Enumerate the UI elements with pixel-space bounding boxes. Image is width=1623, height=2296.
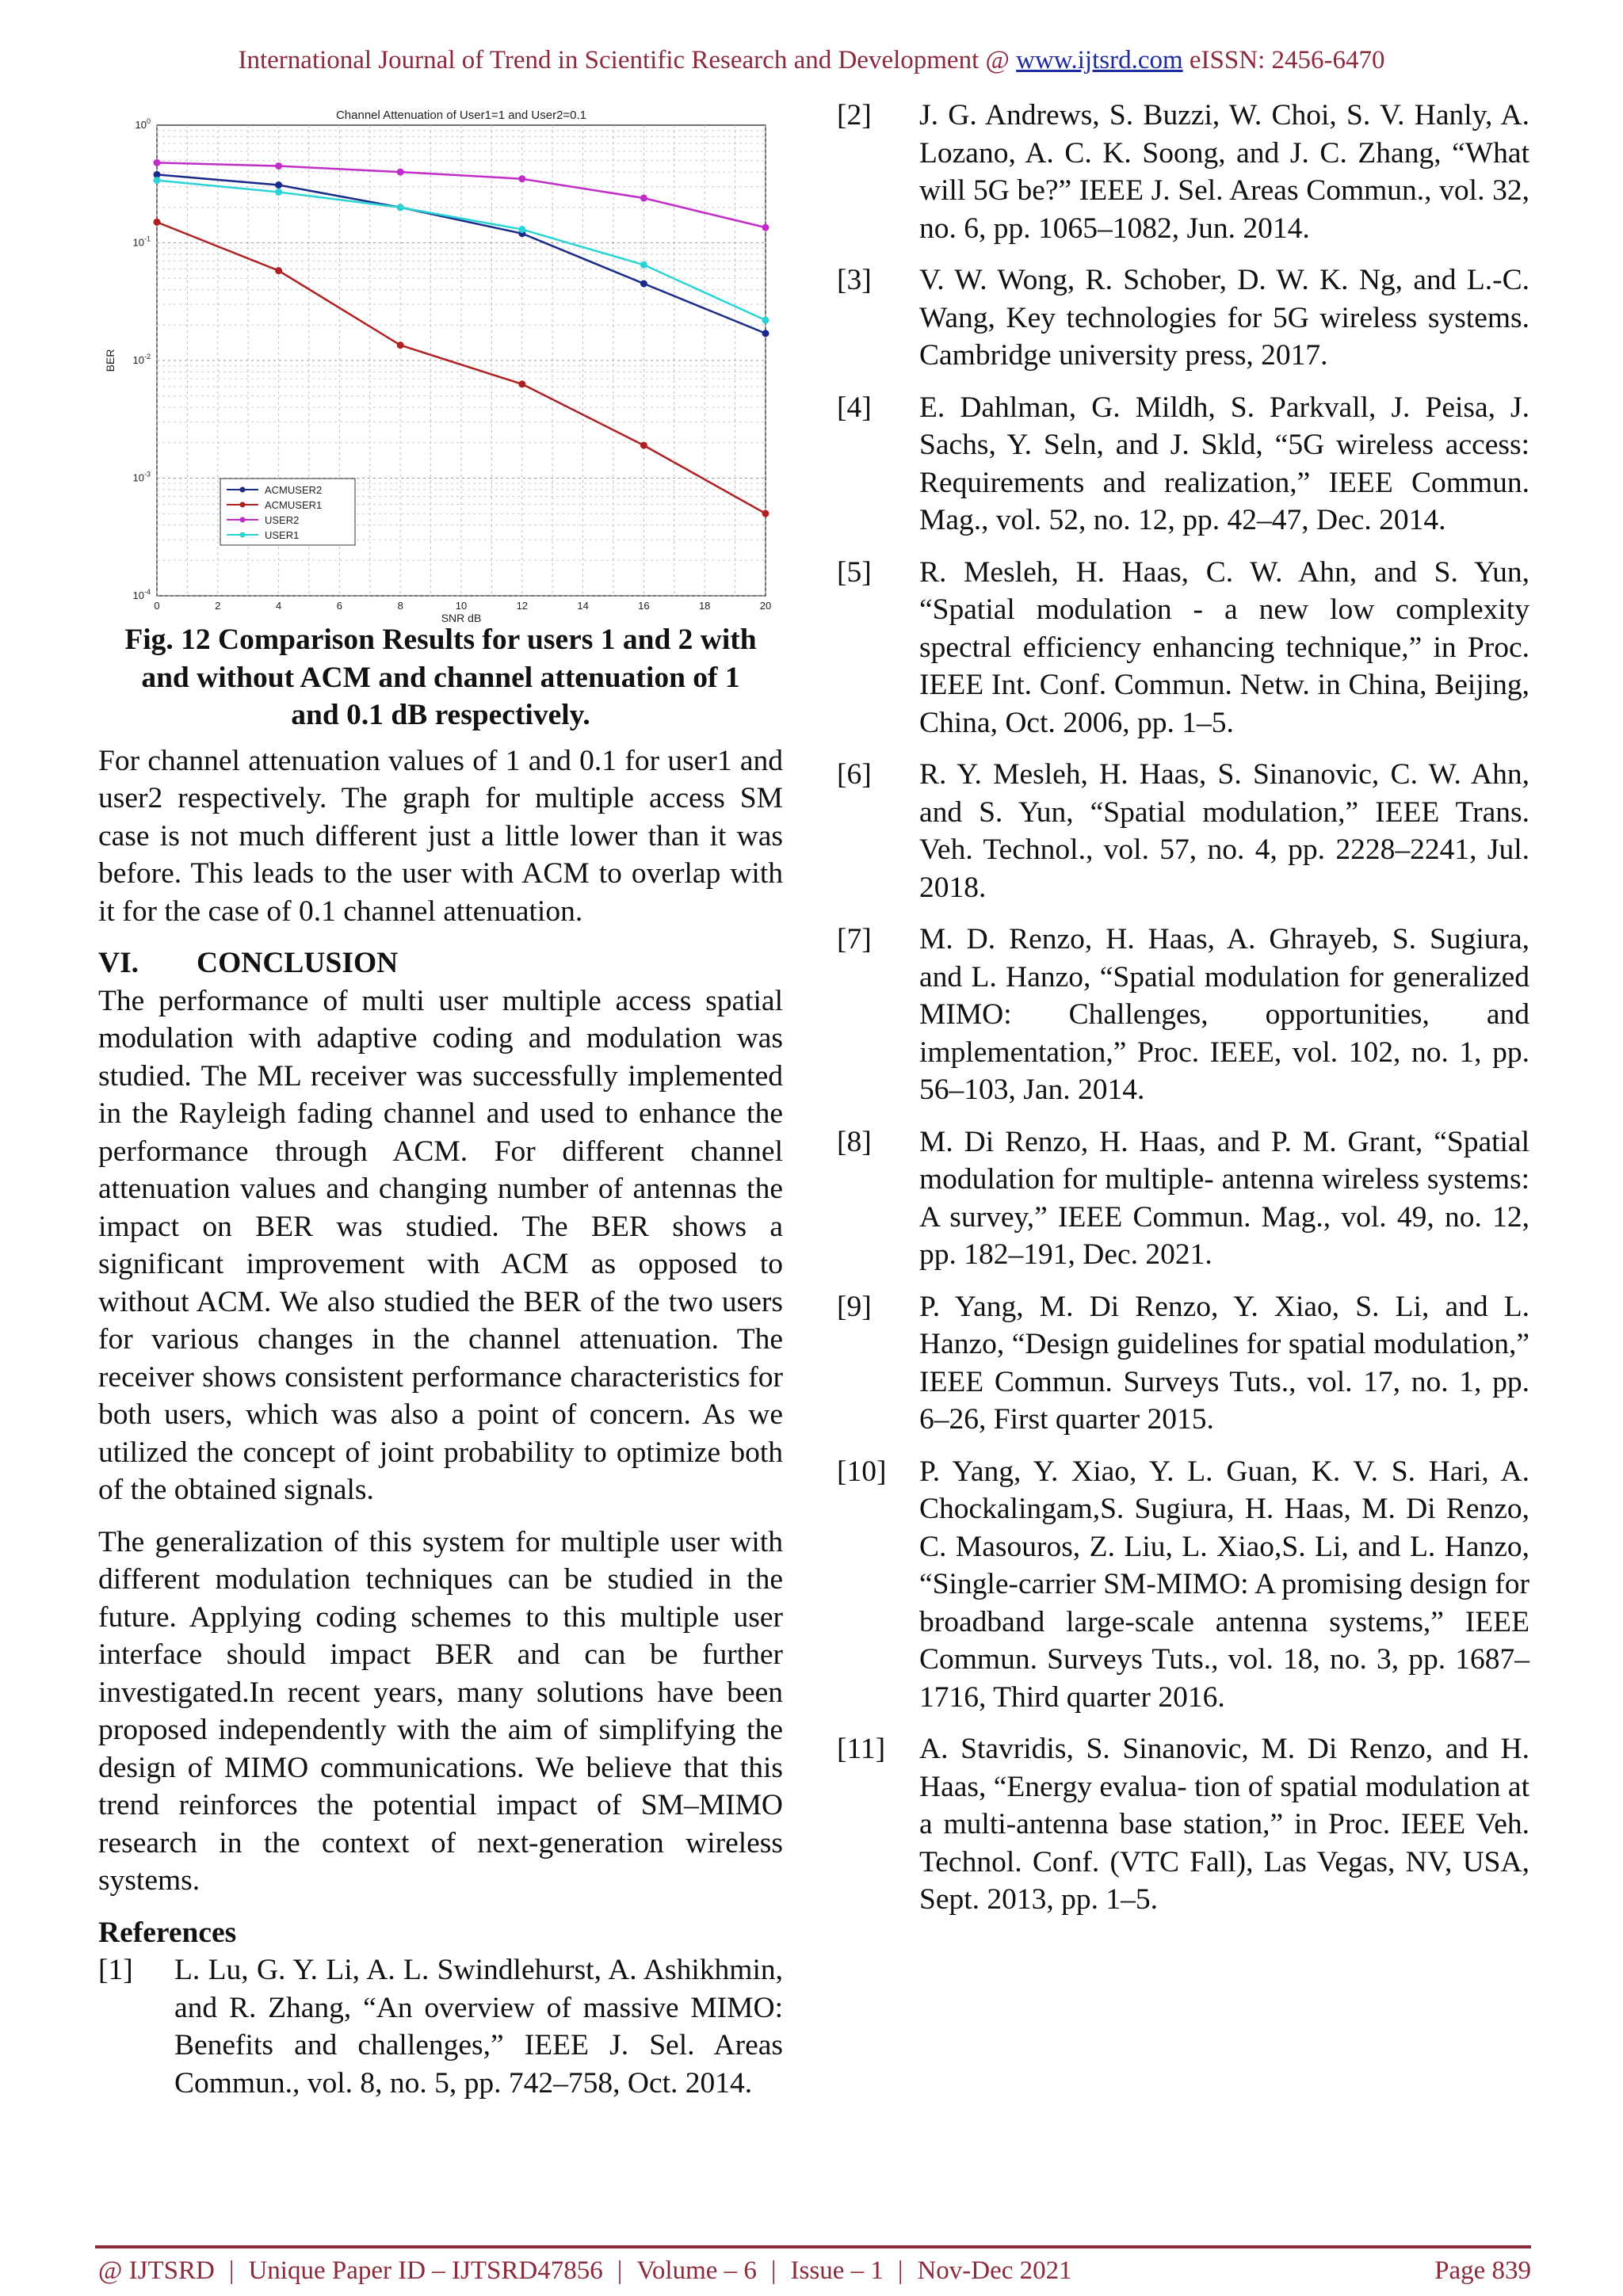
data-point-acmuser2 xyxy=(640,280,647,287)
footer-publisher: @ IJTSRD xyxy=(98,2256,215,2285)
data-point-acmuser2 xyxy=(276,182,282,189)
data-point-acmuser1 xyxy=(154,219,160,225)
y-tick-label: $10^{-2}$ xyxy=(132,353,151,366)
data-point-user2 xyxy=(276,162,282,169)
data-point-user1 xyxy=(640,261,647,268)
legend-label: USER1 xyxy=(265,529,300,541)
data-point-user1 xyxy=(519,227,525,233)
journal-name: International Journal of Trend in Scientific Research and Development @ xyxy=(238,46,1017,74)
reference-text: P. Yang, Y. Xiao, Y. L. Guan, K. V. S. Hari, A. Chockalingam,S. Sugiura, H. Haas, M. Di Renzo, C. Masouros, Z. Liu, L. Xiao,S. Li, and L. Hanzo, “Single-carrier SM-MIMO: A promising design for broadband large-scale antenna systems,” IEEE Commun. Surveys Tuts., vol. 18, no. 3, pp. 1687–1716, Third quarter 2016. xyxy=(919,1455,1529,1714)
reference-item xyxy=(837,389,1529,540)
data-point-acmuser1 xyxy=(276,268,282,274)
footer-date: Nov-Dec 2021 xyxy=(917,2256,1072,2285)
left-column xyxy=(98,103,783,2116)
section-number: VI. xyxy=(98,947,139,979)
footer-divider xyxy=(95,2245,1531,2248)
data-point-user1 xyxy=(397,204,403,211)
ber-chart xyxy=(98,103,783,624)
y-tick-label: $10^{-3}$ xyxy=(132,470,151,484)
x-tick-label: 10 xyxy=(455,600,468,612)
x-tick-label: 2 xyxy=(215,600,221,612)
x-tick-label: 20 xyxy=(759,600,772,612)
reference-number: [7] xyxy=(837,923,872,955)
x-tick-label: 16 xyxy=(638,600,650,612)
reference-number: [2] xyxy=(837,99,872,132)
data-point-user1 xyxy=(276,189,282,195)
reference-number: [4] xyxy=(837,391,872,424)
data-point-user2 xyxy=(397,169,403,175)
legend-label: ACMUSER1 xyxy=(265,499,323,511)
footer-page-number: Page 839 xyxy=(1434,2256,1531,2285)
data-point-acmuser1 xyxy=(762,510,769,517)
x-tick-label: 8 xyxy=(397,600,403,612)
reference-item xyxy=(837,1123,1529,1274)
reference-text: E. Dahlman, G. Mildh, S. Parkvall, J. Peisa, J. Sachs, Y. Seln, and J. Skld, “5G wireless access: Requirements and realization,” IEEE Commun. Mag., vol. 52, no. 12, pp. 42–47, Dec. 2014. xyxy=(919,391,1529,536)
legend-marker xyxy=(240,517,246,523)
reference-item xyxy=(837,1453,1529,1717)
data-point-user2 xyxy=(640,195,647,201)
section-heading xyxy=(98,944,783,982)
data-point-acmuser1 xyxy=(519,381,525,387)
references-list-left xyxy=(98,1951,783,2102)
reference-text: M. Di Renzo, H. Haas, and P. M. Grant, “Spatial modulation for multiple- antenna wireless systems: A survey,” IEEE Commun. Mag., vol. 49, no. 12, pp. 182–191, Dec. 2021. xyxy=(919,1125,1529,1271)
reference-number: [10] xyxy=(837,1455,887,1488)
x-tick-label: 14 xyxy=(577,600,589,612)
figure-caption: Fig. 12 Comparison Results for users 1 and 2 with and without ACM and channel attenuation of 1 and 0.1 dB respectively. xyxy=(124,624,757,731)
reference-item xyxy=(837,921,1529,1109)
reference-item xyxy=(837,756,1529,906)
data-point-user2 xyxy=(154,159,160,166)
x-tick-label: 0 xyxy=(154,600,160,612)
reference-number: [9] xyxy=(837,1290,872,1323)
right-column xyxy=(837,97,1529,1933)
data-point-acmuser1 xyxy=(640,442,647,448)
paragraph-conclusion: The performance of multi user multiple access spatial modulation with adaptive coding and modulation was studied. The ML receiver was successfully implemented in the Rayleigh fading channel and used to enhance the performance through ACM. For different channel attenuation values and changing number of antennas the impact on BER was studied. The BER shows a significant improvement with ACM as opposed to without ACM. We also studied the BER of the two users for various changes in the channel attenuation. The receiver shows consistent performance characteristics for both users, which was also a point of concern. As we utilized the concept of joint probability to optimize both of the obtained signals. xyxy=(98,984,783,1506)
reference-item xyxy=(837,1288,1529,1439)
reference-number: [1] xyxy=(98,1954,133,1986)
legend-label: USER2 xyxy=(265,514,300,526)
footer-volume: Volume – 6 xyxy=(636,2256,757,2285)
data-point-user2 xyxy=(762,224,769,231)
journal-url-link[interactable]: www.ijtsrd.com xyxy=(1016,46,1183,74)
reference-number: [6] xyxy=(837,758,872,791)
running-header xyxy=(0,46,1623,75)
legend-label: ACMUSER2 xyxy=(265,484,323,496)
x-tick-label: 12 xyxy=(516,600,529,612)
footer-issue: Issue – 1 xyxy=(790,2256,884,2285)
x-tick-label: 6 xyxy=(336,600,343,612)
reference-text: P. Yang, M. Di Renzo, Y. Xiao, S. Li, and L. Hanzo, “Design guidelines for spatial modulation,” IEEE Commun. Surveys Tuts., vol. 17, no. 1, pp. 6–26, First quarter 2015. xyxy=(919,1290,1529,1436)
page-footer: @ IJTSRD | Unique Paper ID – IJTSRD47856 | Volume – 6 | Issue – 1 | Nov-Dec 2021 Page 839 xyxy=(98,2256,1531,2285)
issn: eISSN: 2456-6470 xyxy=(1182,46,1385,74)
reference-item xyxy=(98,1951,783,2102)
reference-number: [3] xyxy=(837,264,872,296)
x-tick-label: 18 xyxy=(698,600,711,612)
data-point-acmuser2 xyxy=(762,330,769,337)
references-heading: References xyxy=(98,1916,237,1949)
y-tick-label: $10^{-4}$ xyxy=(132,588,151,601)
x-tick-label: 4 xyxy=(275,600,282,612)
footer-paper-id: Unique Paper ID – IJTSRD47856 xyxy=(248,2256,603,2285)
reference-number: [5] xyxy=(837,555,872,589)
reference-item xyxy=(837,97,1529,247)
paragraph-attenuation: For channel attenuation values of 1 and 0.1 for user1 and user2 respectively. The graph for multiple access SM case is not much different just a little lower than it was before. This leads to the user with ACM to overlap with it for the case of 0.1 channel attenuation. xyxy=(98,744,783,928)
data-point-user1 xyxy=(762,317,769,323)
legend-marker xyxy=(240,502,246,508)
paragraph-future-work: The generalization of this system for multiple user with different modulation techniques can be studied in the future. Applying coding schemes to this multiple user interface should impact BER and can be further investigated.In recent years, many solutions have been proposed independently with the aim of simplifying the design of MIMO communications. We believe that this trend reinforces the potential impact of SM–MIMO research in the context of next-generation wireless systems. xyxy=(98,1525,783,1897)
reference-number: [11] xyxy=(837,1733,886,1765)
reference-item xyxy=(837,261,1529,375)
figure-12 xyxy=(98,103,783,624)
reference-text: V. W. Wong, R. Schober, D. W. K. Ng, and L.-C. Wang, Key technologies for 5G wireless systems. Cambridge university press, 2017. xyxy=(919,264,1529,372)
section-title: CONCLUSION xyxy=(197,947,399,979)
reference-text: M. D. Renzo, H. Haas, A. Ghrayeb, S. Sugiura, and L. Hanzo, “Spatial modulation for generalized MIMO: Challenges, opportunities, and implementation,” Proc. IEEE, vol. 102, no. 1, pp. 56–103, Jan. 2014. xyxy=(919,923,1529,1106)
references-list-right xyxy=(837,97,1529,1919)
y-tick-label: $10^0$ xyxy=(135,117,151,131)
y-tick-label: $10^{-1}$ xyxy=(132,235,151,249)
reference-text: J. G. Andrews, S. Buzzi, W. Choi, S. V. Hanly, A. Lozano, A. C. K. Soong, and J. C. Zhang, “What will 5G be?” IEEE J. Sel. Areas Commun., vol. 32, no. 6, pp. 1065–1082, Jun. 2014. xyxy=(919,99,1529,245)
chart-title: Channel Attenuation of User1=1 and User2=0.1 xyxy=(335,109,587,122)
reference-item xyxy=(837,1730,1529,1919)
reference-text: R. Mesleh, H. Haas, C. W. Ahn, and S. Yun, “Spatial modulation - a new low complexity spectral efficiency enhancing technique,” in Proc. IEEE Int. Conf. Commun. Netw. in China, Beijing, China, Oct. 2006, pp. 1–5. xyxy=(919,555,1529,739)
reference-item xyxy=(837,554,1529,742)
legend-marker xyxy=(240,487,246,493)
reference-number: [8] xyxy=(837,1125,872,1158)
reference-text: A. Stavridis, S. Sinanovic, M. Di Renzo, and H. Haas, “Energy evalua- tion of spatial modulation at a multi-antenna base station,” in Proc. IEEE Veh. Technol. Conf. (VTC Fall), Las Vegas, NV, USA, Sept. 2013, pp. 1–5. xyxy=(919,1733,1529,1916)
legend-marker xyxy=(240,532,246,538)
data-point-user1 xyxy=(154,177,160,184)
reference-text: R. Y. Mesleh, H. Haas, S. Sinanovic, C. W. Ahn, and S. Yun, “Spatial modulation,” IEEE Trans. Veh. Technol., vol. 57, no. 4, pp. 2228–2241, Jul. 2018. xyxy=(919,758,1529,904)
reference-text: L. Lu, G. Y. Li, A. L. Swindlehurst, A. Ashikhmin, and R. Zhang, “An overview of massive MIMO: Benefits and challenges,” IEEE J. Sel. Areas Commun., vol. 8, no. 5, pp. 742–758, Oct. 2014. xyxy=(174,1954,783,2100)
data-point-acmuser1 xyxy=(397,342,403,349)
data-point-user2 xyxy=(519,176,525,182)
y-axis-label: BER xyxy=(104,349,116,372)
x-axis-label: SNR dB xyxy=(441,612,482,624)
